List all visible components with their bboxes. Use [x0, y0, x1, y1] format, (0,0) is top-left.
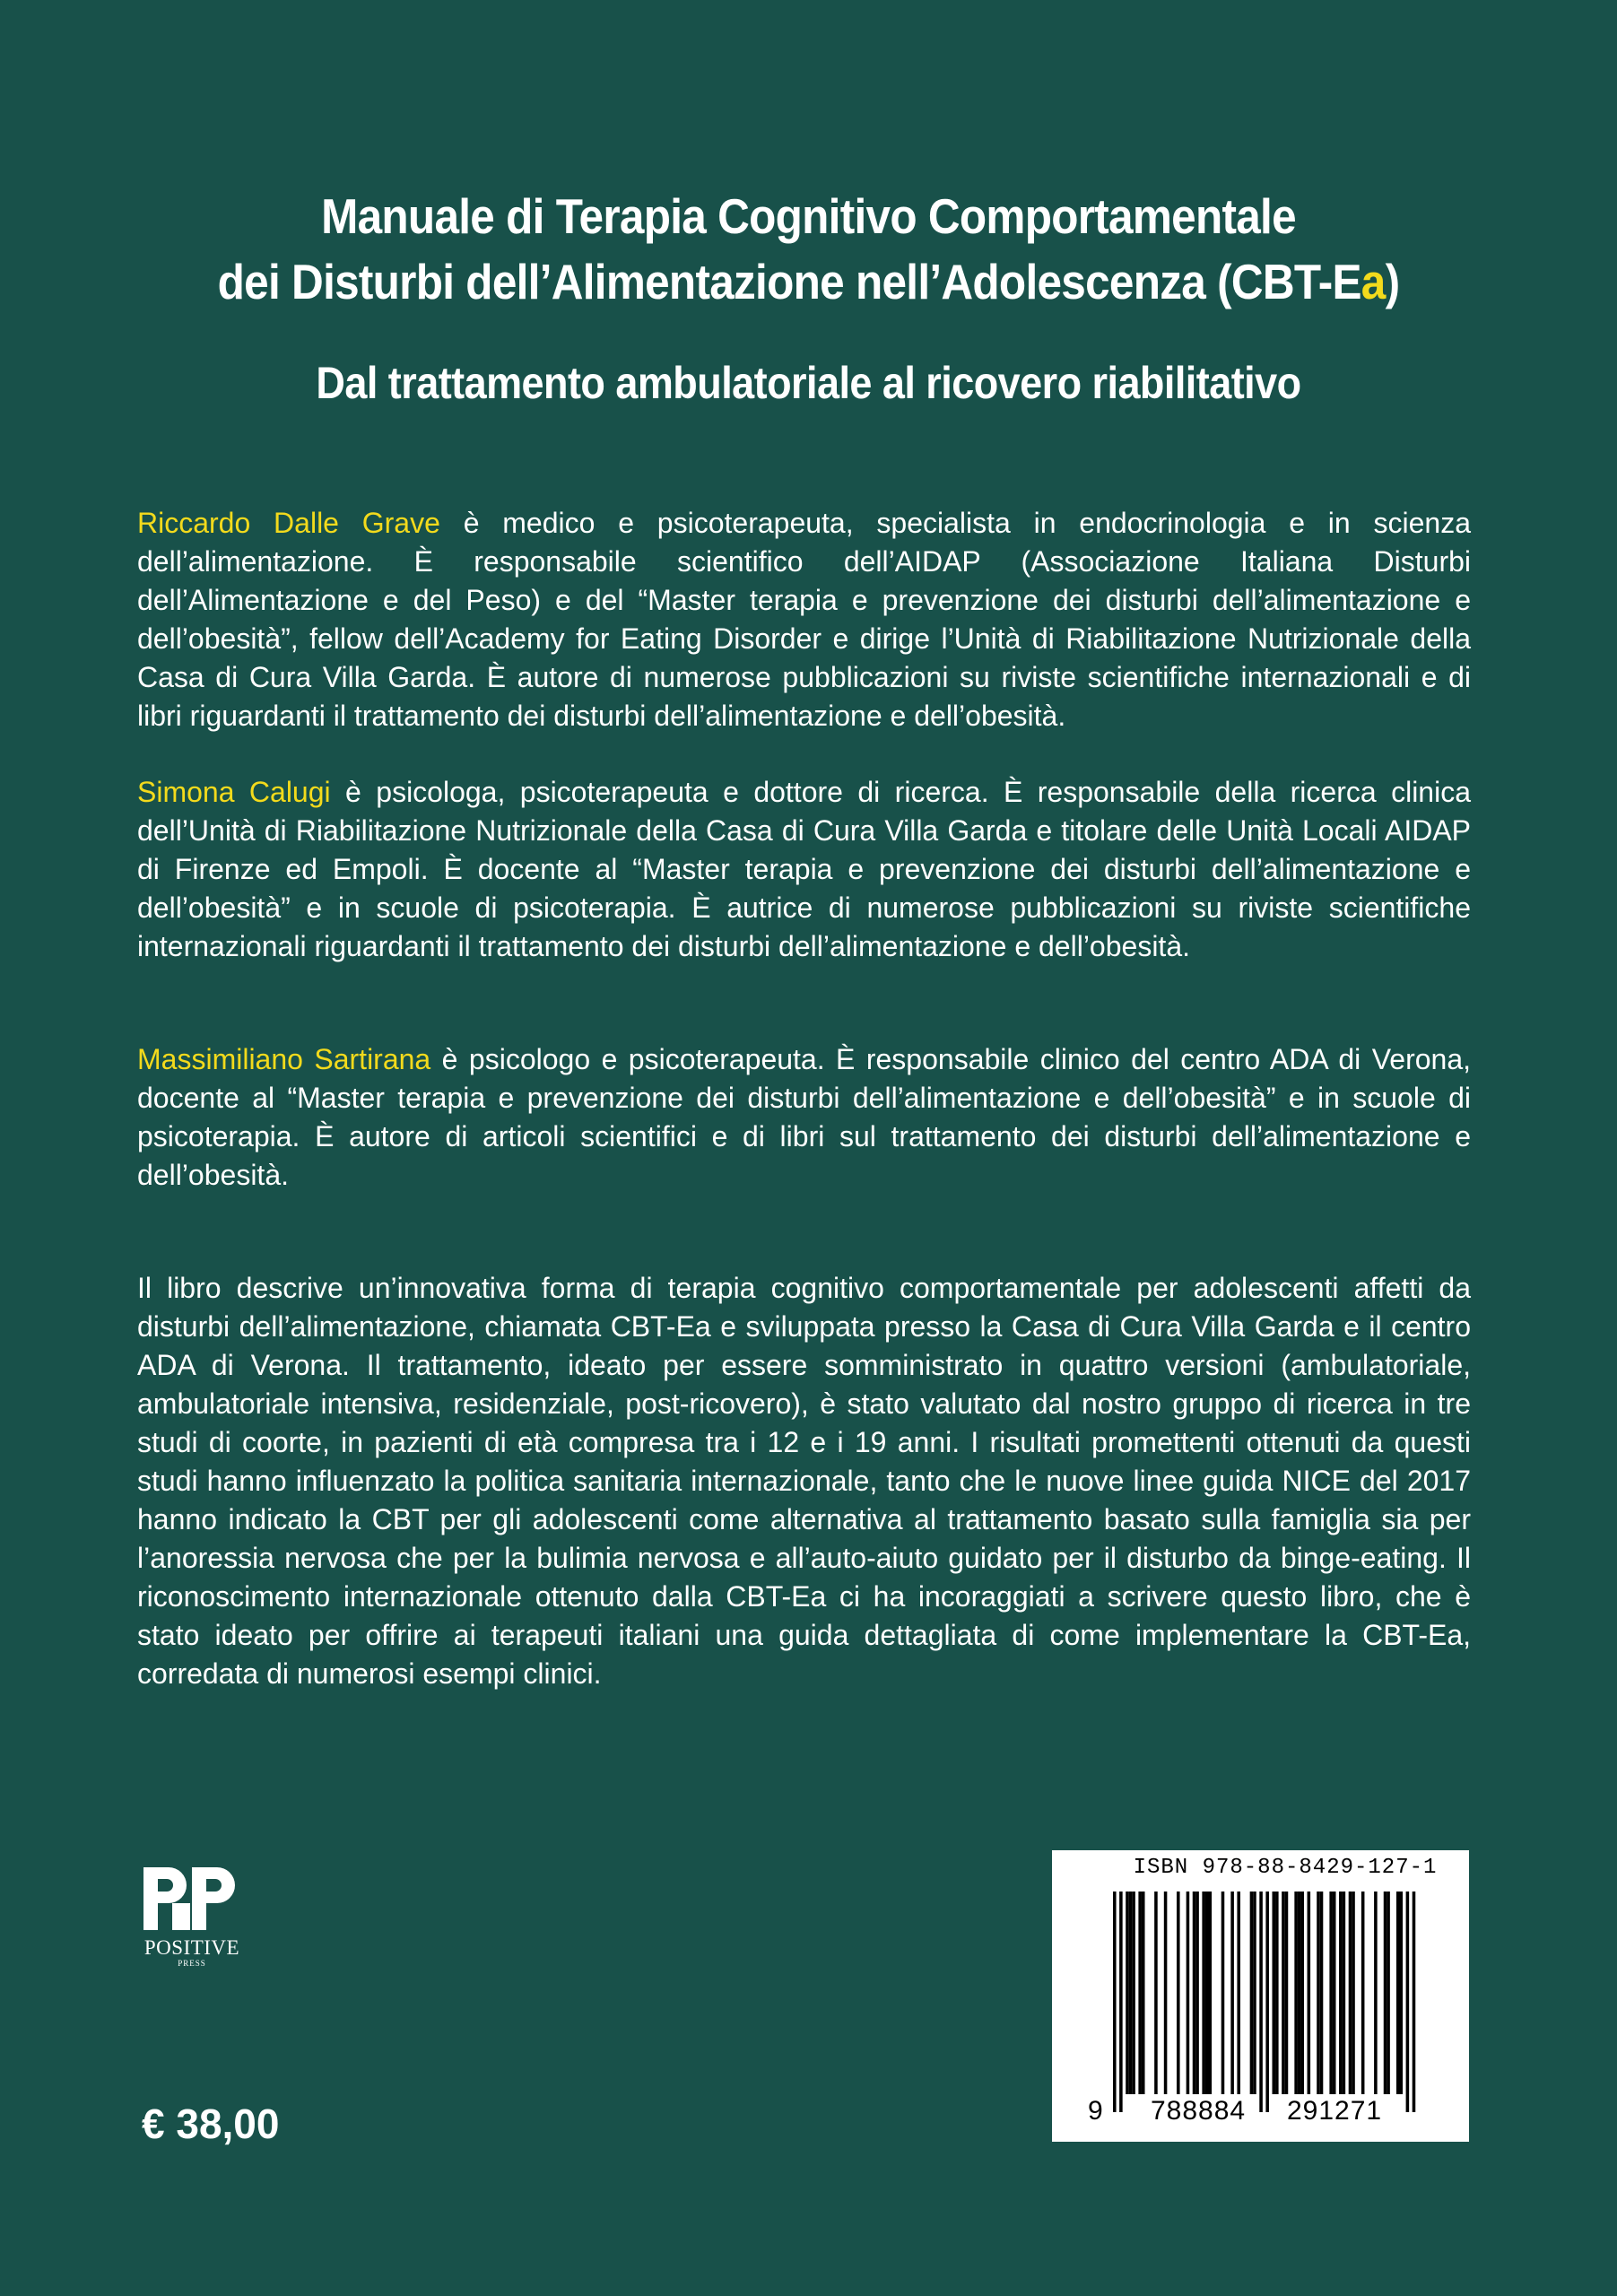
- positive-press-logo-icon: [138, 1864, 246, 1934]
- cover-header: [0, 184, 1617, 410]
- book-title: [81, 184, 1536, 315]
- author-bio-text: è psicologa, psicoterapeuta e dottore di ricerca. È responsabile della ricerca clinica dell’Unità di Riabilitazione Nutrizionale della Casa di Cura Villa Garda e titolare delle Unità Locali AIDAP di Firenze ed Empoli. È docente al “Master terapia e prevenzione dei disturbi dell’alimentazione e dell’obesità” e in scuole di psicoterapia. È autrice di numerose pubblicazioni su riviste scientifiche internazionali riguardanti il trattamento dei disturbi dell’alimentazione e dell’obesità.: [137, 776, 1472, 962]
- book-description: Il libro descrive un’innovativa forma di terapia cognitivo comportamentale per adolescenti affetti da disturbi dell’alimentazione, chiamata CBT-Ea e sviluppata presso la Casa di Cura Villa Garda e il centro ADA di Verona. Il trattamento, ideato per essere somministrato in quattro versioni (ambulatoriale, ambulatoriale intensiva, residenziale, post-ricovero), è stato valutato dal nostro gruppo di ricerca in tre studi di coorte, in pazienti di età compresa tra i 12 e i 19 anni. I risultati promettenti ottenuti da questi studi hanno influenzato la politica sanitaria internazionale, tanto che le nuove linee guida NICE del 2017 hanno indicato la CBT per gli adolescenti come alternativa al trattamento basato sulla famiglia sia per l’anoressia nervosa che per la bulimia nervosa e all’auto-aiuto guidato per il disturbo da binge-eating. Il riconoscimento internazionale ottenuto dalla CBT-Ea ci ha incoraggiati a scrivere questo libro, che è stato ideato per offrire ai terapeuti italiani una guida dettagliata di come implementare la CBT-Ea, corredata di numerosi esempi clinici.: [137, 1272, 1471, 1690]
- barcode-digit-first: 9: [1088, 2096, 1103, 2126]
- barcode-digits-left: 788884: [1151, 2096, 1247, 2126]
- publisher-name: POSITIVE: [143, 1936, 240, 1959]
- author-bio-1: [137, 504, 1471, 735]
- author-name: Simona Calugi: [137, 776, 331, 808]
- title-accent-letter: a: [1361, 254, 1386, 309]
- publisher-logo: [138, 1864, 246, 1968]
- title-line-2: dei Disturbi dell’Alimentazione nell’Adolescenza (CBT-Ea): [217, 254, 1400, 309]
- book-subtitle: Dal trattamento ambulatoriale al ricovero riabilitativo: [316, 358, 1301, 408]
- author-bio-text: è psicologo e psicoterapeuta. È responsabile clinico del centro ADA di Verona, docente al “Master terapia e prevenzione dei disturbi dell’alimentazione e dell’obesità” e in scuole di psicoterapia. È autore di articoli scientifici e di libri sul trattamento dei disturbi dell’alimentazione e dell’obesità.: [137, 1043, 1472, 1191]
- author-name: Massimiliano Sartirana: [137, 1043, 431, 1075]
- author-name: Riccardo Dalle Grave: [137, 507, 440, 539]
- isbn-label: ISBN 978-88-8429-127-1: [1133, 1856, 1438, 1880]
- barcode-bars: [1052, 1850, 1469, 2142]
- price: € 38,00: [142, 2100, 280, 2147]
- author-bio-2: [137, 773, 1471, 966]
- title-line-1: Manuale di Terapia Cognitivo Comportamentale: [321, 188, 1296, 244]
- publisher-sub: PRESS: [178, 1959, 206, 1968]
- barcode-digits-right: 291271: [1287, 2096, 1383, 2126]
- author-bio-3: [137, 1040, 1471, 1195]
- isbn-barcode: [1052, 1850, 1469, 2142]
- author-bio-text: è medico e psicoterapeuta, specialista in endocrinologia e in scienza dell’alimentazione. È responsabile scientifico dell’AIDAP (Associazione Italiana Disturbi dell’Alimentazione e del Peso) e del “Master terapia e prevenzione dei disturbi dell’alimentazione e dell’obesità”, fellow dell’Academy for Eating Disorder e dirige l’Unità di Riabilitazione Nutrizionale della Casa di Cura Villa Garda. È autore di numerose pubblicazioni su riviste scientifiche internazionali e di libri riguardanti il trattamento dei disturbi dell’alimentazione e dell’obesità.: [137, 507, 1472, 732]
